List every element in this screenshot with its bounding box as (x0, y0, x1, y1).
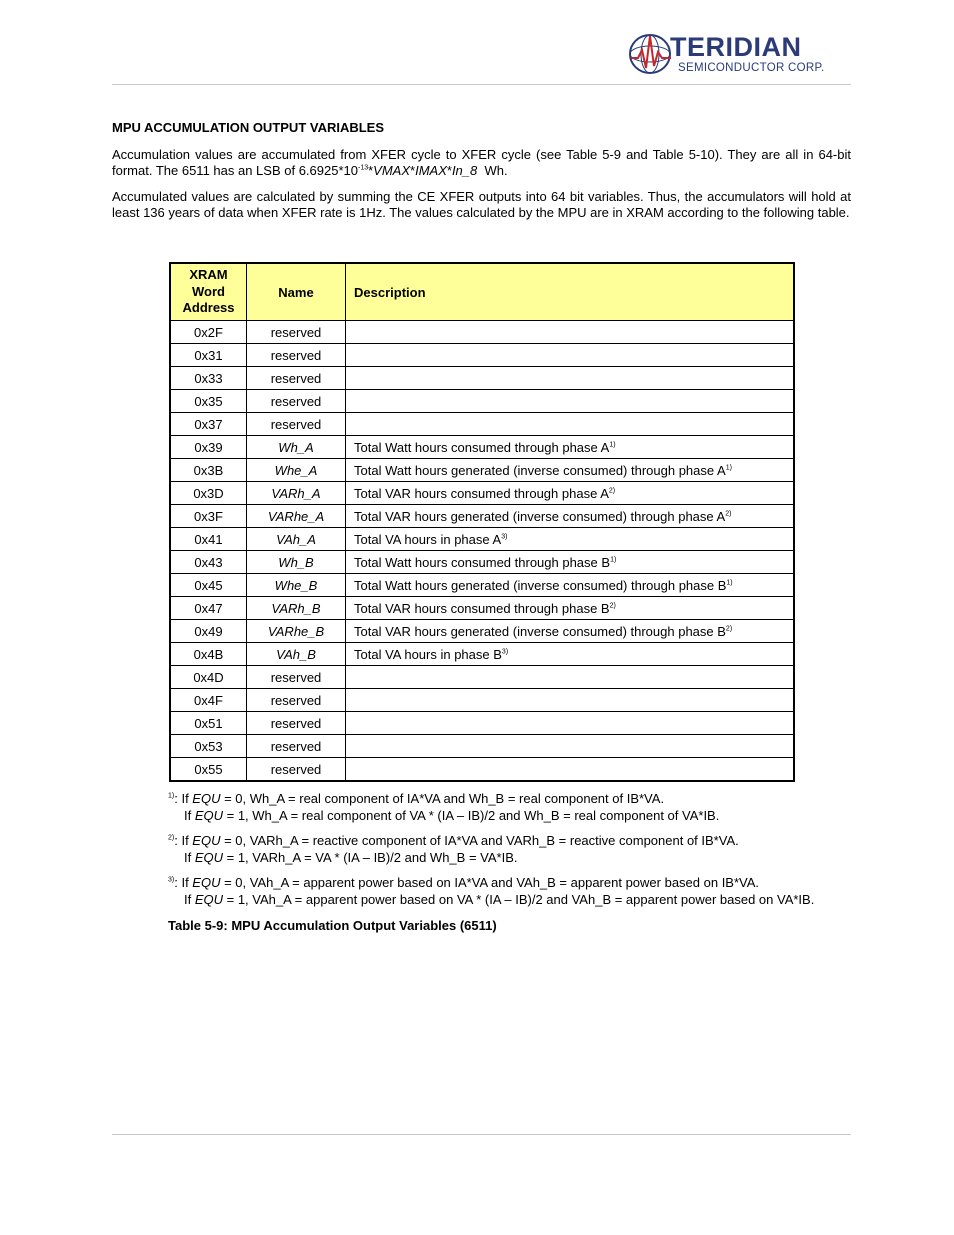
document-body (112, 120, 851, 231)
table-row (170, 413, 794, 436)
footnote-var: EQU (192, 833, 221, 848)
table-row (170, 436, 794, 459)
cell-name: VARh_B (247, 597, 346, 620)
description-text: Total Watt hours generated (inverse consumed) through phase A (354, 462, 726, 478)
table-row (170, 712, 794, 735)
table-row (170, 367, 794, 390)
table-row (170, 505, 794, 528)
table-row (170, 758, 794, 782)
cell-address: 0x51 (170, 712, 247, 735)
cell-name: reserved (247, 344, 346, 367)
description-text: Total Watt hours generated (inverse consumed) through phase B (354, 577, 727, 593)
cell-name: reserved (247, 413, 346, 436)
cell-description (346, 551, 795, 574)
footnote-ref: 1) (726, 579, 733, 587)
footnote-ref: 1) (725, 464, 732, 472)
table-row (170, 735, 794, 758)
footnote-mark: 3) (168, 876, 175, 884)
footnote-line-2 (168, 892, 829, 909)
footnote-text: If (184, 849, 195, 865)
footnote-ref: 2) (725, 625, 733, 633)
cell-address: 0x31 (170, 344, 247, 367)
table-row (170, 620, 794, 643)
footnote-mark: 2) (168, 834, 175, 842)
cell-description (346, 321, 795, 344)
cell-address: 0x45 (170, 574, 247, 597)
table-row (170, 528, 794, 551)
para1-text-d: * (446, 162, 452, 178)
cell-name: Whe_B (247, 574, 346, 597)
footnote-ref: 2) (725, 510, 732, 518)
cell-address: 0x53 (170, 735, 247, 758)
cell-address: 0x41 (170, 528, 247, 551)
cell-name: reserved (247, 666, 346, 689)
cell-description (346, 436, 795, 459)
description-text: Total VA hours in phase A (354, 531, 502, 547)
footnote-list (168, 791, 829, 908)
footnote-text: = 1, Wh_A = real component of VA * (IA – IB)/2 and Wh_B = real component of VA*IB. (223, 807, 720, 823)
cell-address: 0x39 (170, 436, 247, 459)
footnote-var: EQU (192, 875, 221, 890)
cell-description (346, 597, 795, 620)
cell-name: VAh_A (247, 528, 346, 551)
footnote-text: = 0, VARh_A = reactive component of IA*VA and VARh_B = reactive component of IB*VA. (220, 833, 739, 848)
footnote-text: = 0, VAh_A = apparent power based on IA*VA and VAh_B = apparent power based on IB*VA. (220, 875, 760, 890)
logo-globe-icon (628, 32, 674, 76)
cell-name: reserved (247, 712, 346, 735)
footnote-line-2 (168, 850, 829, 867)
cell-address: 0x3B (170, 459, 247, 482)
table-row (170, 574, 794, 597)
para1-in8: In_8 (451, 162, 478, 178)
table-caption: Table 5-9: MPU Accumulation Output Variables (6511) (168, 918, 497, 933)
footnote-var: EQU (194, 807, 224, 823)
para1-text-c: * (410, 162, 416, 178)
cell-name: VARh_A (247, 482, 346, 505)
cell-description (346, 712, 795, 735)
cell-address: 0x4F (170, 689, 247, 712)
cell-name: reserved (247, 390, 346, 413)
para1-text-a: Accumulation values are accumulated from XFER cycle to XFER cycle (see Table 5-9 and Table 5-10). They are all in 64-bit format. The 6511 has an LSB of 6.6925*10 (112, 147, 851, 178)
cell-description (346, 459, 795, 482)
cell-description (346, 689, 795, 712)
table-row (170, 666, 794, 689)
cell-description (346, 505, 795, 528)
para1-imax: IMAX (415, 162, 447, 178)
cell-description (346, 643, 795, 666)
table-row (170, 321, 794, 344)
para1-vmax: VMAX (373, 162, 411, 178)
footnote-line-1 (168, 875, 829, 892)
cell-description (346, 735, 795, 758)
footnote-ref: 3) (501, 648, 509, 656)
cell-address: 0x35 (170, 390, 247, 413)
table-row (170, 643, 794, 666)
footnote-mark: 1) (168, 792, 175, 800)
footer-divider (112, 1134, 851, 1135)
cell-name: reserved (247, 758, 346, 782)
cell-address: 0x55 (170, 758, 247, 782)
cell-description (346, 620, 795, 643)
table-header-row (170, 263, 794, 321)
footnote-text: If (184, 807, 195, 823)
accumulation-table-wrapper (169, 262, 795, 782)
footnote-ref: 2) (609, 602, 616, 610)
description-text: Total Watt hours consumed through phase A (354, 439, 610, 455)
cell-description (346, 344, 795, 367)
cell-address: 0x49 (170, 620, 247, 643)
cell-name: Whe_A (247, 459, 346, 482)
cell-description (346, 666, 795, 689)
logo-subtitle: SEMICONDUCTOR CORP. (678, 62, 825, 74)
section-title: MPU ACCUMULATION OUTPUT VARIABLES (112, 120, 385, 135)
table-row (170, 344, 794, 367)
para1-text-e: Wh. (477, 162, 508, 178)
accumulation-table (169, 262, 795, 782)
cell-description (346, 574, 795, 597)
teridian-logo (628, 32, 833, 80)
paragraph-accumulation (112, 147, 851, 178)
para1-text-b: * (368, 162, 374, 178)
cell-name: VARhe_A (247, 505, 346, 528)
cell-name: reserved (247, 321, 346, 344)
header-divider (112, 84, 851, 85)
cell-description (346, 413, 795, 436)
footnote-ref: 3) (501, 533, 508, 541)
cell-name: VAh_B (247, 643, 346, 666)
footnote-ref: 1) (609, 441, 616, 449)
cell-description (346, 367, 795, 390)
para1-exponent: -13 (357, 164, 369, 172)
table-row (170, 482, 794, 505)
cell-address: 0x4D (170, 666, 247, 689)
header-address: XRAM Word Address (170, 263, 247, 321)
footnote-line-1 (168, 833, 829, 850)
description-text: Total VAR hours generated (inverse consumed) through phase A (354, 508, 726, 524)
table-row (170, 689, 794, 712)
description-text: Total VA hours in phase B (354, 646, 502, 662)
footnote-ref: 2) (608, 487, 616, 495)
footnote-text: = 1, VARh_A = VA * (IA – IB)/2 and Wh_B = VA*IB. (223, 849, 518, 865)
footnote-ref: 1) (610, 556, 617, 564)
footnote-line-1 (168, 791, 829, 808)
footnote-text: If (184, 891, 195, 907)
header-name: Name (247, 263, 346, 321)
footnote (168, 791, 829, 824)
cell-description (346, 528, 795, 551)
cell-address: 0x2F (170, 321, 247, 344)
footnote-var: EQU (194, 891, 224, 907)
cell-address: 0x4B (170, 643, 247, 666)
footnote-text: = 0, Wh_A = real component of IA*VA and Wh_B = real component of IB*VA. (220, 791, 665, 806)
description-text: Total VAR hours generated (inverse consumed) through phase B (354, 623, 726, 639)
cell-name: reserved (247, 689, 346, 712)
table-row (170, 597, 794, 620)
footnote-var: EQU (194, 849, 224, 865)
cell-address: 0x3F (170, 505, 247, 528)
cell-address: 0x33 (170, 367, 247, 390)
footnote-text: : If (174, 833, 193, 848)
cell-name: Wh_A (247, 436, 346, 459)
cell-description (346, 758, 795, 782)
description-text: Total VAR hours consumed through phase A (354, 485, 609, 501)
footnote-text: : If (174, 791, 193, 806)
cell-name: Wh_B (247, 551, 346, 574)
cell-name: reserved (247, 367, 346, 390)
cell-description (346, 390, 795, 413)
table-body (170, 321, 794, 782)
cell-description (346, 482, 795, 505)
footnote-text: = 1, VAh_A = apparent power based on VA * (IA – IB)/2 and VAh_B = apparent power based on VA*IB. (223, 891, 815, 907)
footnotes (168, 791, 829, 935)
cell-address: 0x37 (170, 413, 247, 436)
footnote-line-2 (168, 808, 829, 825)
paragraph-calculation: Accumulated values are calculated by summing the CE XFER outputs into 64 bit variables. Thus, the accumulators will hold at least 136 years of data when XFER rate is 1Hz. The values calculated by the MPU are in XRAM according to the following table. (112, 189, 851, 220)
logo-wordmark: TERIDIAN (670, 32, 802, 62)
description-text: Total Watt hours consumed through phase B (354, 554, 611, 570)
table-row (170, 551, 794, 574)
description-text: Total VAR hours consumed through phase B (354, 600, 610, 616)
table-row (170, 390, 794, 413)
cell-address: 0x3D (170, 482, 247, 505)
header-description: Description (346, 263, 795, 321)
cell-name: reserved (247, 735, 346, 758)
cell-address: 0x47 (170, 597, 247, 620)
footnote-text: : If (174, 875, 193, 890)
footnote (168, 875, 829, 908)
footnote (168, 833, 829, 866)
cell-name: VARhe_B (247, 620, 346, 643)
cell-address: 0x43 (170, 551, 247, 574)
footnote-var: EQU (192, 791, 221, 806)
table-row (170, 459, 794, 482)
